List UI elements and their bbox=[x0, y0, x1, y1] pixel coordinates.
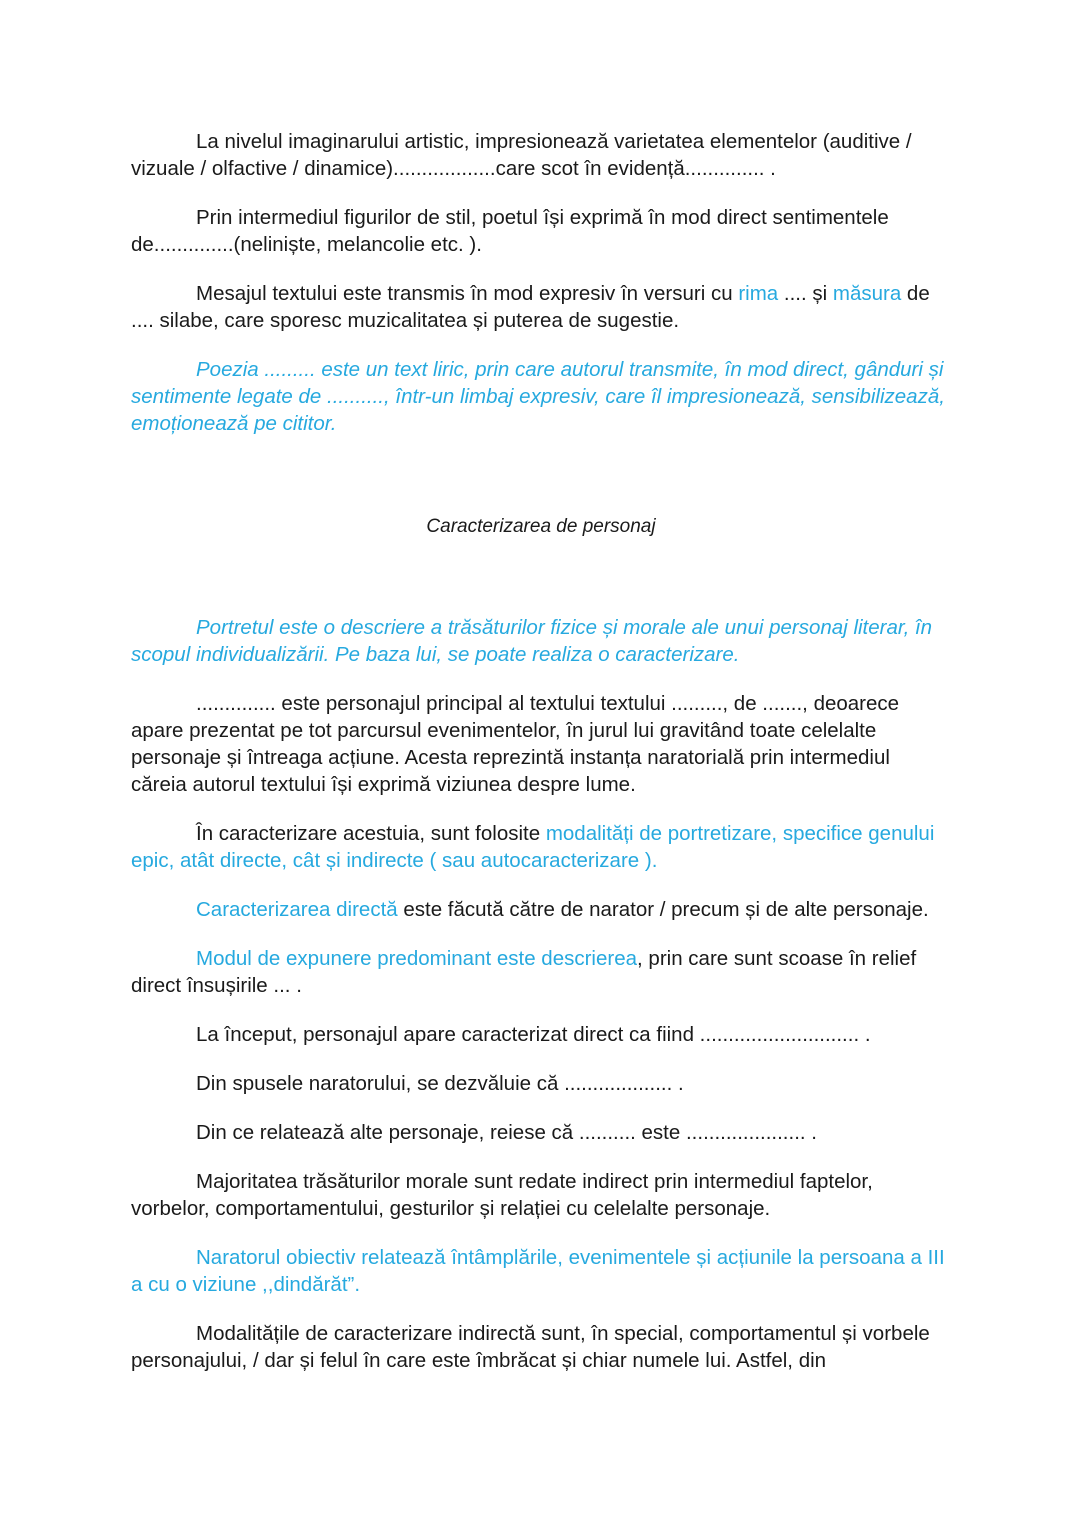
mesaj-text-mid: .... și bbox=[778, 282, 833, 305]
document-page bbox=[131, 128, 951, 1374]
modalitati-text-start: În caracterizare acestuia, sunt folosite bbox=[196, 822, 546, 845]
paragraph-caracterizare-directa bbox=[131, 896, 951, 923]
paragraph-poezia-definitie: Poezia ......... este un text liric, prin care autorul transmite, în mod direct, gânduri și sentimente legate de .........., într-un limbaj expresiv, care îl impresionează, sensibilizează, emoționează pe cititor. bbox=[131, 358, 945, 435]
rima-term: rima bbox=[738, 282, 779, 305]
caracterizare-directa-term: Caracterizarea directă bbox=[196, 898, 398, 921]
masura-term: măsura bbox=[832, 282, 902, 305]
paragraph-figuri-de-stil: Prin intermediul figurilor de stil, poetul își exprimă în mod direct sentimentele de..............(neliniște, melancolie etc. ). bbox=[131, 206, 889, 256]
paragraph-alte-personaje: Din ce relatează alte personaje, reiese că .......... este ..................... . bbox=[196, 1121, 817, 1144]
paragraph-caracterizare-indirecta: Modalitățile de caracterizare indirectă sunt, în special, comportamentul și vorbele personajului, / dar și felul în care este îmbrăcat și chiar numele lui. Astfel, din bbox=[131, 1322, 930, 1372]
paragraph-modalitati-portretizare bbox=[131, 820, 951, 874]
paragraph-spusele-naratorului: Din spusele naratorului, se dezvăluie că ................... . bbox=[196, 1072, 684, 1095]
paragraph-la-inceput: La început, personajul apare caracterizat direct ca fiind ............................ . bbox=[196, 1023, 871, 1046]
paragraph-narator-obiectiv: Naratorul obiectiv relatează întâmplările, evenimentele și acțiunile la persoana a III a cu o viziune ,,dindărăt”. bbox=[131, 1246, 945, 1296]
paragraph-personaj-principal: .............. este personajul principal al textului textului ........., de ......., deoarece apare prezentat pe tot parcursul evenimentelor, în jurul lui gravitând toate celelalte personaje și întreaga acțiune. Acesta reprezintă instanța naratorială prin intermediul căreia autorul textului își exprimă viziunea despre lume. bbox=[131, 692, 900, 796]
mesaj-text-start: Mesajul textului este transmis în mod expresiv în versuri cu bbox=[196, 282, 739, 305]
mod-expunere-text: , prin care sunt scoase în relief direct însușirile ... . bbox=[131, 947, 917, 997]
section-heading: Caracterizarea de personaj bbox=[426, 516, 656, 537]
mod-expunere-term: Modul de expunere predominant este descrierea bbox=[196, 947, 638, 970]
paragraph-trasaturi-morale: Majoritatea trăsăturilor morale sunt redate indirect prin intermediul faptelor, vorbelor, comportamentului, gesturilor și relației cu celelalte personaje. bbox=[131, 1170, 873, 1220]
paragraph-mod-expunere bbox=[131, 945, 951, 999]
paragraph-imaginar: La nivelul imaginarului artistic, impresionează varietatea elementelor (auditive / vizuale / olfactive / dinamice)..................care scot în evidență.............. . bbox=[131, 130, 912, 180]
paragraph-portret-definitie: Portretul este o descriere a trăsăturilor fizice și morale ale unui personaj literar, în scopul individualizării. Pe baza lui, se poate realiza o caracterizare. bbox=[131, 616, 933, 666]
caracterizare-directa-text: este făcută către de narator / precum și de alte personaje. bbox=[397, 898, 929, 921]
modalitati-term: modalități de portretizare, specifice genului epic, atât directe, cât și indirecte ( sau autocaracterizare ). bbox=[131, 822, 935, 872]
mesaj-text-end: de .... silabe, care sporesc muzicalitatea și puterea de sugestie. bbox=[131, 282, 930, 332]
paragraph-mesaj bbox=[131, 280, 951, 334]
